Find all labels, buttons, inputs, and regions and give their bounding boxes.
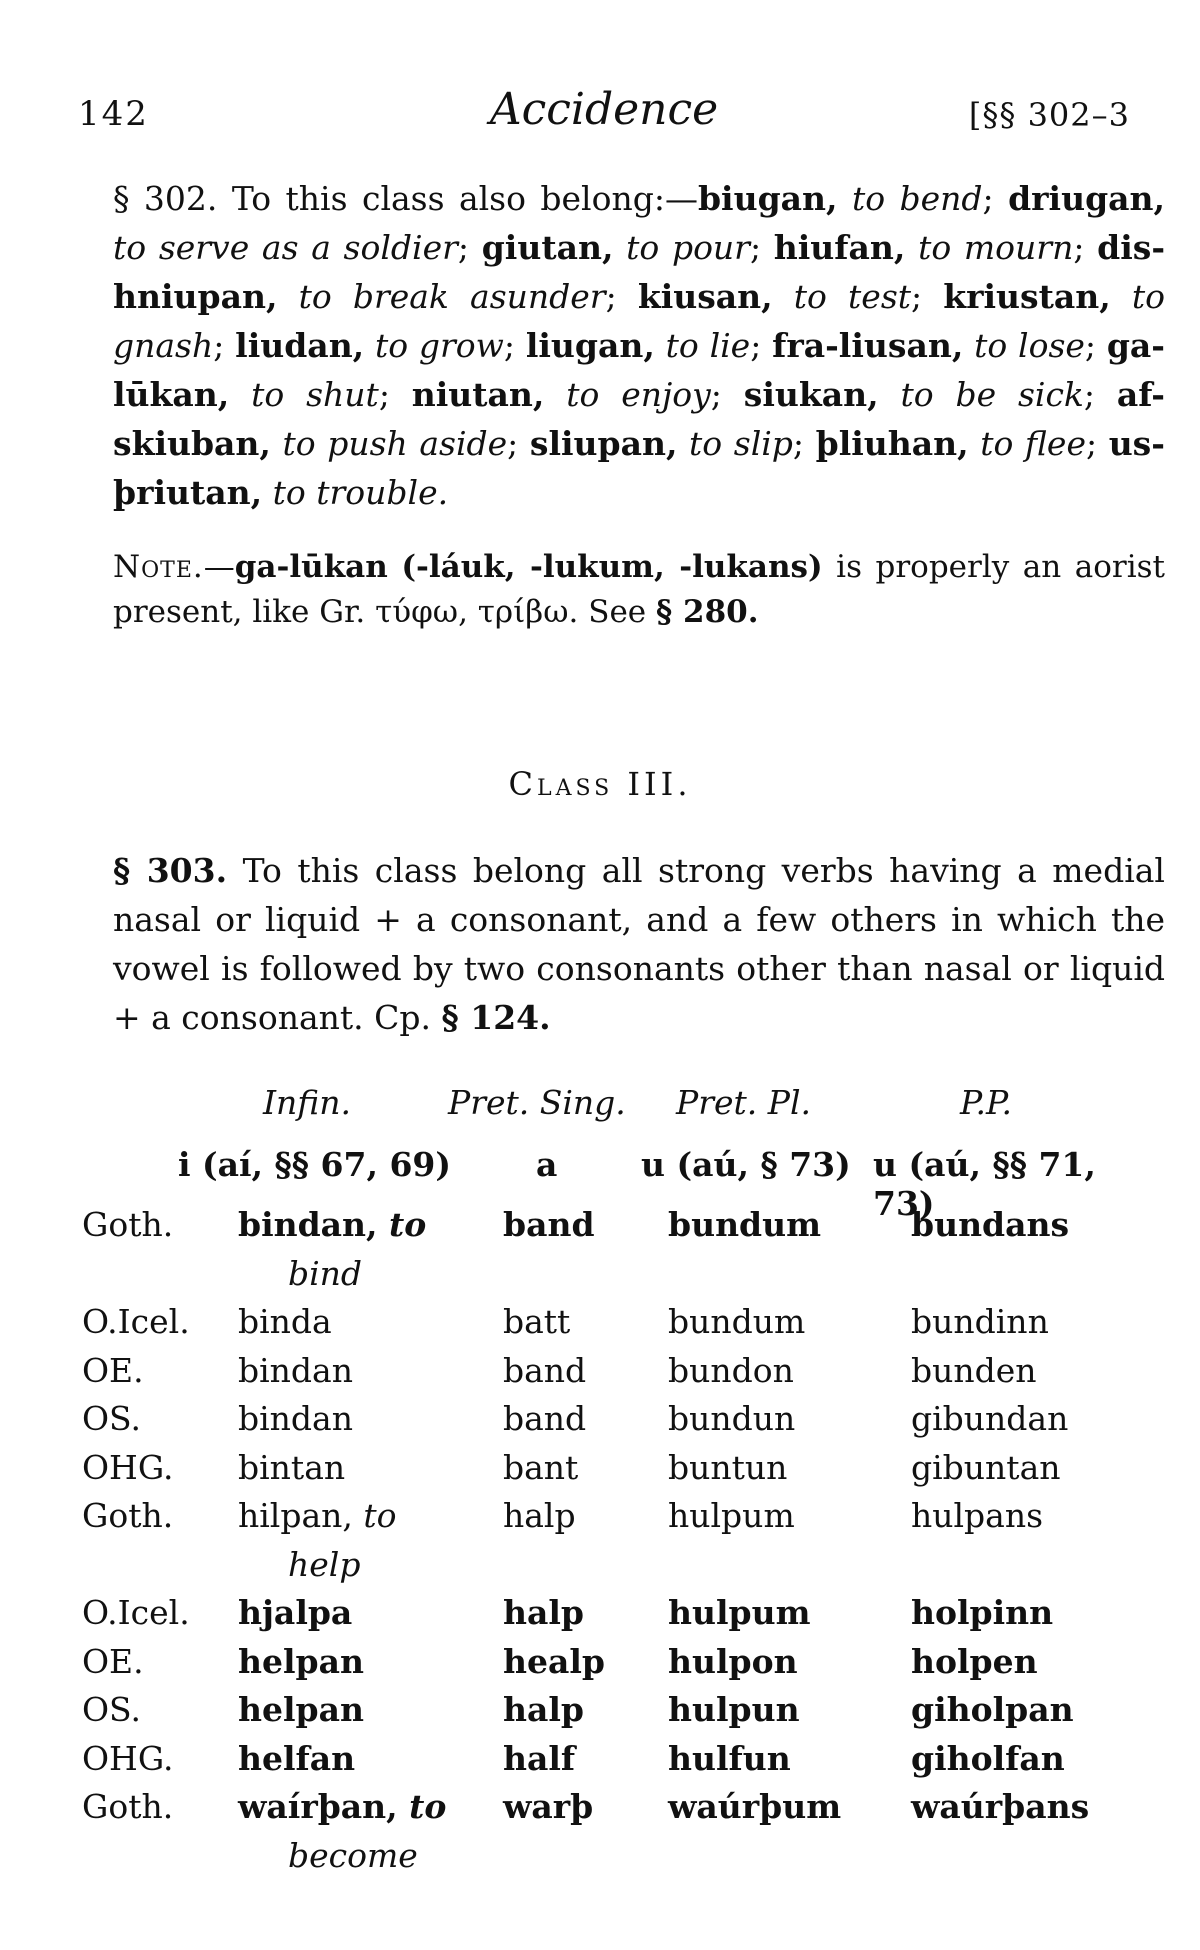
language-label: OHG. xyxy=(82,1447,174,1487)
running-header xyxy=(78,84,1130,138)
pret-pl-cell: hulfun xyxy=(668,1738,791,1778)
gloss: help xyxy=(288,1544,361,1584)
section-302 xyxy=(78,174,1165,517)
pret-sing-cell: warþ xyxy=(503,1787,594,1826)
section-number: § 303. xyxy=(113,851,228,890)
verb-list: biugan, to bend; driugan, to serve as a soldier; giutan, to pour; hiufan, to mourn; dis-hniupan, to break asunder; kiusan, to test; kriustan, to gnash; liudan, to grow; liugan, to lie; fra-liusan, to lose; ga-lūkan, to shut; niutan, to enjoy; siukan, to be sick; af-skiuban, to push aside; sliupan, to slip; þliuhan, to flee; us-þriutan, to trouble. xyxy=(113,179,1166,512)
past-participle-cell: giholpan xyxy=(911,1690,1074,1729)
infinitive-cell xyxy=(238,1351,353,1390)
past-participle-cell: waúrþans xyxy=(911,1787,1090,1826)
past-participle-cell: gibundan xyxy=(911,1399,1069,1438)
past-participle-cell: holpinn xyxy=(911,1593,1054,1632)
pret-sing-cell: halp xyxy=(503,1496,576,1535)
verb-gloss: to serve as a soldier xyxy=(113,228,458,267)
table-row xyxy=(78,1399,1138,1447)
vowel-pret-sing: a xyxy=(536,1145,558,1184)
infinitive-cell xyxy=(238,1787,446,1826)
verb-gloss: to enjoy xyxy=(566,375,711,414)
verb-gloss: to grow xyxy=(374,326,504,365)
past-participle-cell: bundans xyxy=(911,1205,1070,1244)
note xyxy=(78,545,1165,635)
infinitive-form: helpan xyxy=(238,1690,364,1729)
vowel-pret-pl: u (aú, § 73) xyxy=(641,1145,851,1184)
vowel-pp: u (aú, §§ 71, 73) xyxy=(873,1145,1096,1223)
table-vowel-row xyxy=(78,1145,1138,1223)
verb-form: ga-lūkan, xyxy=(113,326,1165,414)
infinitive-cell xyxy=(238,1205,426,1244)
section-text: To this class belong all strong verbs having a medial nasal or liquid + a consonant, and a few others in which the vowel is followed by two consonants other than nasal or liquid + a consonant. Cp. xyxy=(113,851,1165,1037)
table-row xyxy=(78,1739,1138,1787)
page-title: Accidence xyxy=(489,84,719,135)
col-header-pret-sing: Pret. Sing. xyxy=(448,1083,626,1122)
verb-gloss: to pour xyxy=(626,228,750,267)
language-label: O.Icel. xyxy=(82,1593,190,1632)
verb-form: siukan, xyxy=(743,375,879,414)
pret-sing-cell: band xyxy=(503,1350,587,1390)
gloss: to xyxy=(409,1787,447,1826)
gloss: to xyxy=(389,1205,427,1244)
verb-gloss: to push aside xyxy=(282,424,508,463)
verb-gloss: to bend xyxy=(851,179,983,218)
table-row-continuation xyxy=(78,1254,1138,1302)
pret-pl-cell: hulpum xyxy=(668,1496,795,1535)
note-dash: — xyxy=(203,549,235,585)
verb-form: kriustan, xyxy=(943,277,1111,316)
pret-sing-cell: healp xyxy=(503,1641,605,1681)
col-header-infinitive: Infin. xyxy=(263,1083,352,1122)
past-participle-cell: holpen xyxy=(911,1641,1038,1681)
verb-form: fra-liusan, xyxy=(772,326,964,365)
table-row xyxy=(78,1302,1138,1350)
language-label: Goth. xyxy=(82,1496,174,1535)
table-row xyxy=(78,1448,1138,1496)
verb-form: af-skiuban, xyxy=(113,375,1165,463)
verb-gloss: to trouble. xyxy=(272,473,449,512)
pret-sing-cell: band xyxy=(503,1399,587,1438)
pret-pl-cell: hulpon xyxy=(668,1641,798,1681)
language-label: Goth. xyxy=(82,1205,174,1244)
past-participle-cell: gibuntan xyxy=(911,1447,1061,1487)
verb-gloss: to flee xyxy=(980,424,1086,463)
vowel-infinitive: i (aí, §§ 67, 69) xyxy=(178,1145,451,1184)
table-row xyxy=(78,1593,1138,1641)
pret-sing-cell: halp xyxy=(503,1593,584,1632)
section-number: § 302. xyxy=(113,179,218,218)
note-label: Note. xyxy=(113,549,204,585)
infinitive-cell xyxy=(238,1739,355,1778)
verb-gloss: to test xyxy=(793,277,912,316)
verb-form: niutan, xyxy=(411,375,545,414)
table-row-continuation xyxy=(78,1836,1138,1884)
past-participle-cell: hulpans xyxy=(911,1496,1044,1535)
note-word: ga-lūkan xyxy=(234,549,388,585)
verb-form: þliuhan, xyxy=(815,424,969,463)
section-intro: To this class also belong:— xyxy=(231,179,698,218)
pret-pl-cell: buntun xyxy=(668,1447,788,1487)
verb-gloss: to be sick xyxy=(900,375,1084,414)
infinitive-form: helfan xyxy=(238,1738,356,1778)
verb-gloss: to lose xyxy=(974,326,1085,365)
infinitive-cell xyxy=(238,1399,353,1438)
verb-form: giutan, xyxy=(481,228,614,267)
past-participle-cell: giholfan xyxy=(911,1738,1065,1778)
verb-form: driugan, xyxy=(1008,179,1166,218)
language-label: O.Icel. xyxy=(82,1302,190,1341)
infinitive-cell xyxy=(238,1690,364,1729)
infinitive-form: bindan, xyxy=(238,1205,378,1244)
greek-forms: τύφω, τρίβω. xyxy=(375,594,579,630)
infinitive-cell xyxy=(238,1448,345,1487)
infinitive-form: hilpan, xyxy=(238,1496,353,1535)
language-label: OHG. xyxy=(82,1738,174,1778)
pret-pl-cell: bundum xyxy=(668,1302,806,1341)
verb-form: liugan, xyxy=(525,326,655,365)
verb-form: hiufan, xyxy=(773,228,906,267)
pret-sing-cell: bant xyxy=(503,1447,579,1487)
language-label: OE. xyxy=(82,1350,144,1390)
language-label: OE. xyxy=(82,1641,144,1681)
section-303 xyxy=(78,846,1165,1042)
language-label: OS. xyxy=(82,1690,141,1729)
infinitive-cell xyxy=(238,1302,332,1341)
table-row-continuation xyxy=(78,1545,1138,1593)
table-row xyxy=(78,1205,1138,1253)
pret-pl-cell: bundon xyxy=(668,1350,794,1390)
past-participle-cell: bunden xyxy=(911,1350,1037,1390)
verb-form: biugan, xyxy=(697,179,838,218)
table-row xyxy=(78,1690,1138,1738)
class-heading: Class III. xyxy=(508,765,692,803)
pret-pl-cell: bundum xyxy=(668,1205,822,1244)
past-participle-cell: bundinn xyxy=(911,1302,1049,1341)
verb-gloss: to shut xyxy=(251,375,379,414)
note-text-2: See xyxy=(578,594,657,630)
verb-form: liudan, xyxy=(235,326,365,365)
language-label: OS. xyxy=(82,1399,141,1438)
infinitive-form: binda xyxy=(238,1302,332,1341)
pret-sing-cell: batt xyxy=(503,1302,571,1341)
table-row xyxy=(78,1351,1138,1399)
cross-reference: § 124. xyxy=(441,998,551,1037)
infinitive-cell xyxy=(238,1496,397,1535)
verb-gloss: to slip xyxy=(689,424,793,463)
gloss: bind xyxy=(288,1253,363,1293)
pret-pl-cell: waúrþum xyxy=(668,1787,842,1826)
infinitive-cell xyxy=(238,1593,352,1632)
infinitive-form: waírþan, xyxy=(238,1787,398,1826)
section-reference: [§§ 302–3 xyxy=(968,96,1130,134)
note-text: is properly an aorist present, like Gr. xyxy=(113,549,1165,630)
pret-pl-cell: bundun xyxy=(668,1399,796,1438)
verb-gloss: to gnash xyxy=(113,277,1165,365)
pret-sing-cell: half xyxy=(503,1738,576,1778)
infinitive-form: bindan xyxy=(238,1399,353,1438)
verb-gloss: to lie xyxy=(665,326,751,365)
verb-gloss: to break asunder xyxy=(298,277,606,316)
pret-pl-cell: hulpum xyxy=(668,1593,811,1632)
table-row xyxy=(78,1787,1138,1835)
table-header-row xyxy=(78,1083,1138,1131)
col-header-pret-pl: Pret. Pl. xyxy=(676,1083,811,1122)
col-header-pp: P.P. xyxy=(960,1083,1013,1122)
verb-form: dis-hniupan, xyxy=(113,228,1166,316)
verb-gloss: to mourn xyxy=(918,228,1074,267)
note-forms: (-láuk, -lukum, -lukans) xyxy=(401,549,823,585)
gloss: to xyxy=(363,1496,397,1535)
infinitive-cell xyxy=(238,1642,364,1681)
infinitive-form: helpan xyxy=(238,1641,364,1681)
verb-form: us-þriutan, xyxy=(113,424,1165,512)
infinitive-form: hjalpa xyxy=(238,1593,353,1632)
infinitive-form: bindan xyxy=(238,1350,353,1390)
pret-sing-cell: band xyxy=(503,1205,595,1244)
language-label: Goth. xyxy=(82,1787,174,1826)
page-number: 142 xyxy=(78,94,149,134)
table-row xyxy=(78,1642,1138,1690)
pret-sing-cell: halp xyxy=(503,1690,584,1729)
gloss: become xyxy=(288,1835,418,1875)
cross-reference: § 280. xyxy=(656,594,759,630)
verb-form: kiusan, xyxy=(637,277,773,316)
verb-form: sliupan, xyxy=(529,424,678,463)
table-row xyxy=(78,1496,1138,1544)
pret-pl-cell: hulpun xyxy=(668,1690,800,1729)
infinitive-form: bintan xyxy=(238,1447,346,1487)
